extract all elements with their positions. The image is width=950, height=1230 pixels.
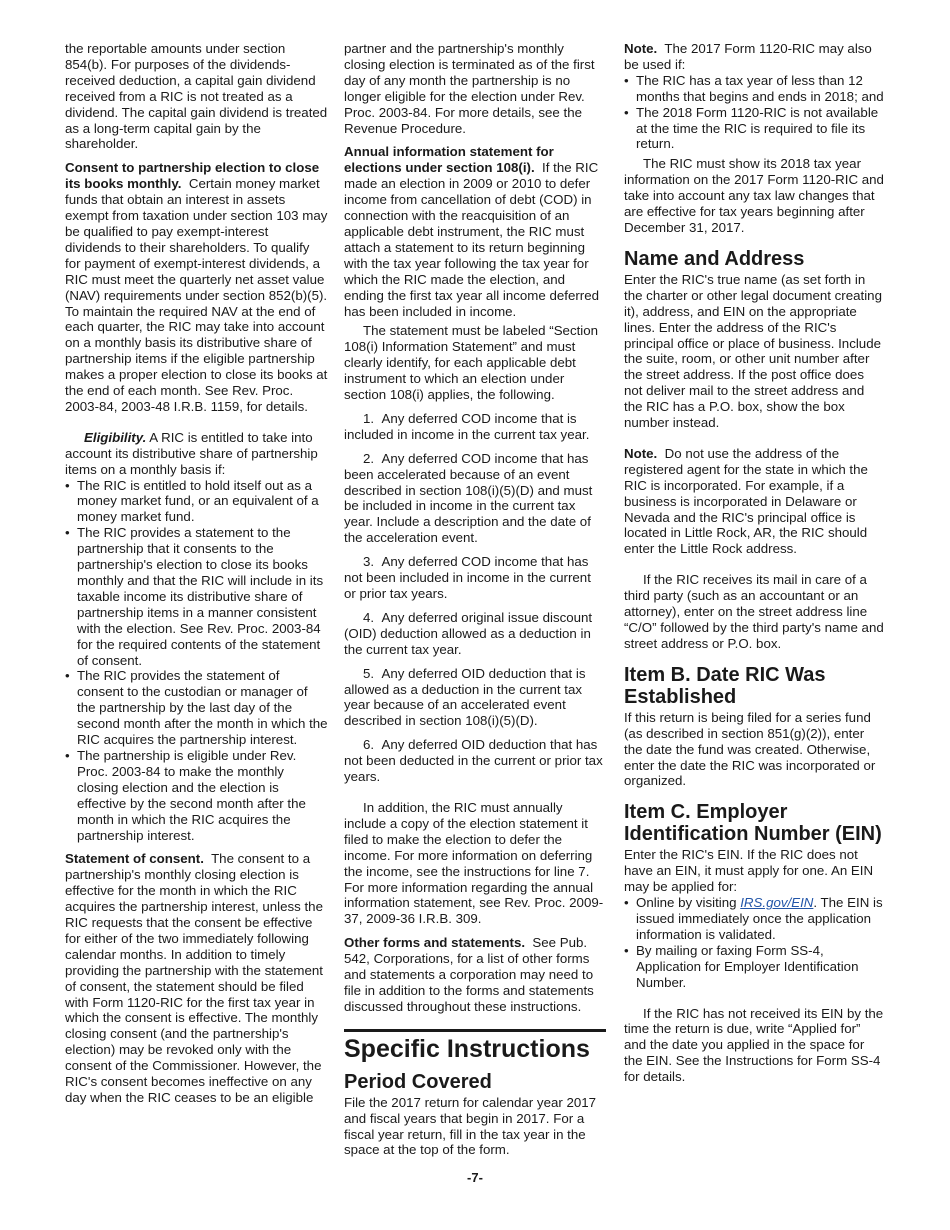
section-heading: Period Covered: [344, 1070, 492, 1093]
column-2: [344, 41, 606, 1166]
section-heading: Name and Address: [624, 247, 805, 270]
run-in-heading: Eligibility.: [84, 429, 147, 445]
paragraph: In addition, the RIC must annually include a copy of the election statement it filed to make the election to defer the income. For more information on deferring the income, see the instructions for line 7. For more information regarding the annual information statement, see Rev. Proc. 2009-37, 2009-36 I.R.B. 309.: [344, 799, 604, 927]
paragraph: Statement of consent. The consent to a partnership's monthly closing election is effective for the month in which the RIC acquires the partnership interest, unless the RIC requests that the consent be effective for either of the two immediately following calendar months. In addition to timely providing the partnership with the statement of consent, the statement should be filed with Form 1120-RIC for the first tax year in which the consent is effective. The monthly closing consent (and the partnership's election) may be revoked only with the consent of the Commissioner. However, the RIC's consent becomes ineffective on any day when the RIC ceases to be an eligible: [65, 851, 323, 1105]
run-in-heading: Consent to partnership election to close its books monthly.: [65, 160, 320, 192]
numbered-item: 6. Any deferred OID deduction that has not been deducted in the current or prior tax years.: [344, 737, 603, 785]
paragraph: Enter the RIC's true name (as set forth in the charter or other legal document creating it), address, and EIN on the appropriate lines. Enter the address of the RIC's principal office or place of business. Include the suite, room, or other unit number after the street address. If the post office does not deliver mail to the street address and the RIC has a P.O. box, show the box number instead.: [624, 271, 882, 431]
list-item: • The partnership is eligible under Rev. Proc. 2003-84 to make the monthly closing election and the election is effective by the second month after the month in which the RIC acquires the partnership interest.: [65, 747, 306, 843]
list-item: • By mailing or faxing Form SS-4, Application for Employer Identification Number.: [624, 942, 859, 990]
paragraph: Consent to partnership election to close its books monthly. Certain money market funds that obtain an interest in assets exempt from taxation under section 103 may be qualified to pay exempt-interest dividends to their shareholders. To qualify for payment of exempt-interest dividends, a RIC must meet the quarterly net asset value (NAV) requirements under section 852(b)(5). To maintain the required NAV at the end of each quarter, the RIC may take into account on a monthly basis its distributive share of partnership items if the eligible partnership makes a proper election to close its books at the end of each month. See Rev. Proc. 2003-84, 2003-48 I.R.B. 1159, for details.: [65, 160, 328, 414]
run-in-heading: Other forms and statements.: [344, 935, 526, 951]
list-item: • Online by visiting IRS.gov/EIN. The EIN is issued immediately once the application information is validated.: [624, 895, 883, 942]
numbered-item: 4. Any deferred original issue discount (OID) deduction allowed as a deduction in the current tax year.: [344, 609, 593, 657]
paragraph: partner and the partnership's monthly closing election is terminated as of the first day of any month the partnership is no longer eligible for the election under Rev. Proc. 2003-84. For more details, see the Revenue Procedure.: [344, 41, 595, 136]
irs-ein-link[interactable]: IRS.gov/EIN: [740, 895, 814, 911]
list-item: • The RIC is entitled to hold itself out as a money market fund, or an equivalent of a money market fund.: [65, 477, 319, 525]
paragraph: If this return is being filed for a series fund (as described in section 851(g)(2)), enter the date the fund was created. Otherwise, enter the date the RIC was incorporated or organized.: [624, 709, 876, 789]
paragraph: Annual information statement for elections under section 108(i). If the RIC made an election in 2009 or 2010 to defer income from cancellation of debt (COD) in connection with the reacquisition of an applicable debt instrument, the RIC must attach a statement to its return beginning with the tax year following the tax year for which the RIC made the election, and ending the first tax year all income deferred has been included in income.: [344, 144, 599, 319]
list-item: • The 2018 Form 1120-RIC is not available at the time the RIC is required to file its return.: [624, 104, 879, 152]
section-title: Specific Instructions: [344, 1029, 606, 1063]
run-in-heading: Note.: [624, 445, 658, 461]
run-in-heading: Annual information statement for elections under section 108(i).: [344, 144, 554, 176]
paragraph: Note. Do not use the address of the registered agent for the state in which the RIC is incorporated. For example, if a business is incorporated in Delaware or Nevada and the RIC's principal office is located in Little Rock, AR, the RIC should enter the Little Rock address.: [624, 445, 868, 557]
paragraph: If the RIC receives its mail in care of a third party (such as an accountant or an attorney), enter on the street address line “C/O” followed by the third party's name and street address or P.O. box.: [624, 572, 884, 651]
paragraph: Other forms and statements. See Pub. 542, Corporations, for a list of other forms and statements a corporation may need to file in addition to the forms and statements discussed throughout these instructions.: [344, 935, 594, 1014]
paragraph: Note. The 2017 Form 1120-RIC may also be used if:: [624, 41, 872, 72]
column-1: [65, 41, 328, 1114]
paragraph: Enter the RIC's EIN. If the RIC does not have an EIN, it must apply for one. An EIN may be applied for:: [624, 847, 874, 895]
section-heading: Item B. Date RIC Was Established: [624, 663, 826, 708]
list-item: • The RIC provides the statement of consent to the custodian or manager of the partnership by the last day of the second month after the month in which the RIC acquires the partnership interest.: [65, 668, 328, 748]
numbered-item: 3. Any deferred COD income that has not been included in income in the current or prior tax years.: [344, 554, 591, 601]
section-heading: Item C. Employer Identification Number (EIN): [624, 801, 882, 846]
paragraph: File the 2017 return for calendar year 2017 and fiscal years that begin in 2017. For a fiscal year return, fill in the tax year in the space at the top of the form.: [344, 1094, 597, 1158]
list-item: • The RIC provides a statement to the partnership that it consents to the partnership's election to close its books monthly and that the RIC will include in its taxable income its distributive share of partnership items in a manner consistent with the election. See Rev. Proc. 2003-84 for the required contents of the statement of consent.: [65, 525, 324, 668]
column-3: [624, 41, 886, 1093]
paragraph: If the RIC has not received its EIN by the time the return is due, write “Applied for” and the date you applied in the space for the EIN. See the Instructions for Form SS-4 for details.: [624, 1005, 884, 1085]
list-item: • The RIC has a tax year of less than 12 months that begins and ends in 2018; and: [624, 72, 884, 104]
numbered-item: 2. Any deferred COD income that has been accelerated because of an event described in section 108(i)(5)(D) and must be included in income in the current tax year. Include a description and the date of the acceleration event.: [344, 450, 593, 546]
numbered-item: 1. Any deferred COD income that is included in income in the current tax year.: [344, 410, 590, 442]
paragraph: The statement must be labeled “Section 108(i) Information Statement” and must clearly identify, for each applicable debt instrument to which an election under section 108(i) applies, the following.: [344, 323, 599, 403]
paragraph: the reportable amounts under section 854(b). For purposes of the dividends-received deduction, a capital gain dividend received from a RIC is not treated as a dividend. The capital gain dividend is treated as a long-term capital gain by the shareholder.: [65, 41, 328, 152]
paragraph: Eligibility. A RIC is entitled to take into account its distributive share of partnership items on a monthly basis if:: [65, 429, 318, 477]
run-in-heading: Note.: [624, 41, 658, 56]
bullet-list: [65, 478, 328, 844]
page-number: -7-: [467, 1170, 483, 1185]
run-in-heading: Statement of consent.: [65, 851, 204, 867]
paragraph: The RIC must show its 2018 tax year information on the 2017 Form 1120-RIC and take into account any tax law changes that are effective for tax years beginning after December 31, 2017.: [624, 156, 884, 235]
numbered-item: 5. Any deferred OID deduction that is allowed as a deduction in the current tax year because of an accelerated event described in section 108(i)(5)(D).: [344, 665, 586, 729]
